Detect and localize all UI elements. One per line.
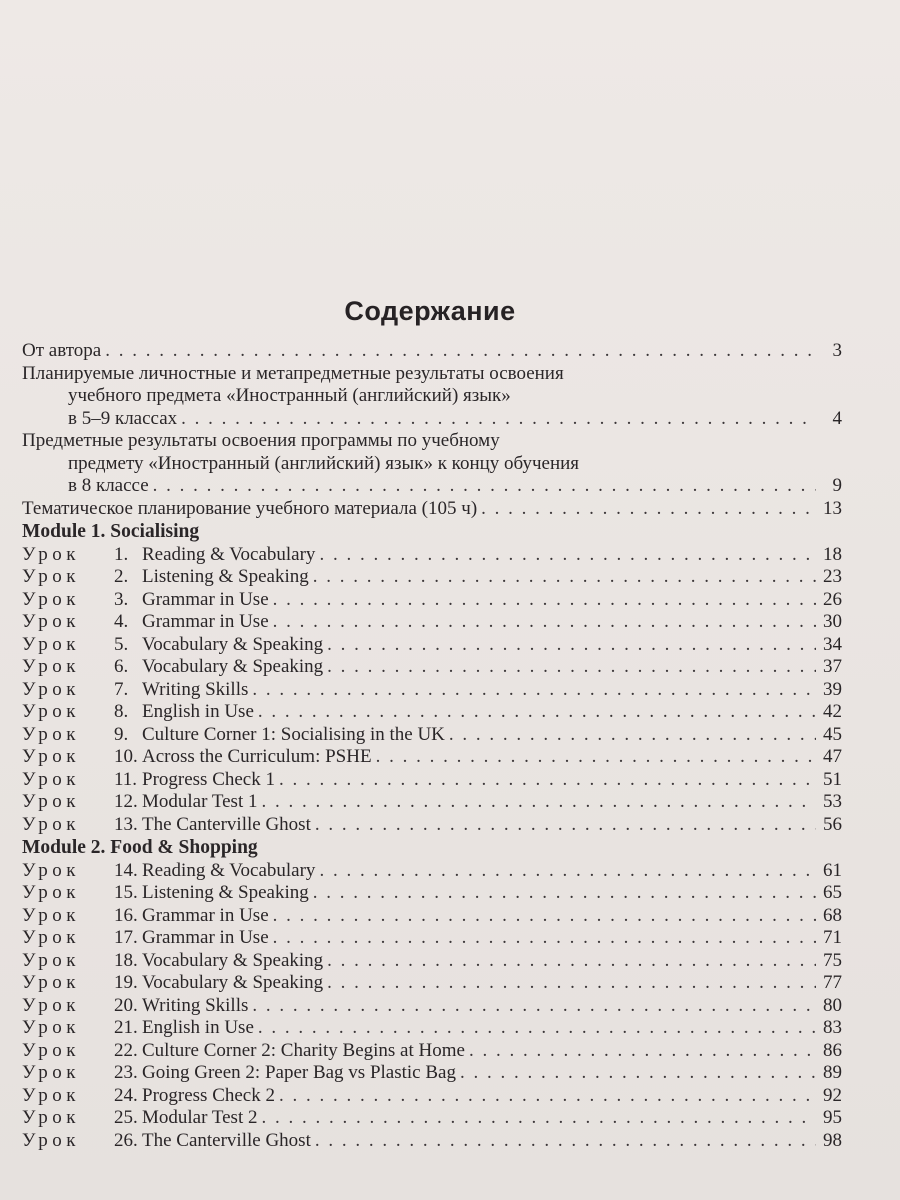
toc-page-number: 92 — [823, 1084, 842, 1106]
toc-entry-label: Предметные результаты освоения программы по учебному — [22, 430, 500, 451]
lesson-number: 22. — [114, 1039, 138, 1061]
lesson-entry[interactable] — [22, 746, 842, 769]
lesson-number: 1. — [114, 543, 129, 565]
lesson-title: English in Use — [142, 1017, 254, 1038]
lesson-label — [22, 972, 323, 995]
lesson-title: Culture Corner 2: Charity Begins at Home — [142, 1039, 465, 1061]
lesson-label — [22, 950, 323, 973]
dot-leader — [319, 860, 816, 883]
lesson-word: Урок — [22, 813, 81, 835]
lesson-entry[interactable] — [22, 814, 842, 837]
toc-page-number: 4 — [832, 407, 842, 429]
toc-entry-label-continued: в 5–9 классах — [68, 407, 178, 429]
lesson-entry[interactable] — [22, 791, 842, 814]
lesson-word: Урок — [22, 543, 81, 565]
toc-page-number: 53 — [823, 791, 842, 812]
lesson-word: Урок — [22, 927, 81, 948]
dot-leader — [315, 1130, 816, 1153]
lesson-number: 19. — [114, 972, 138, 993]
dot-leader — [258, 1017, 816, 1040]
lesson-number: 17. — [114, 927, 138, 948]
lesson-title: Vocabulary & Speaking — [142, 656, 324, 677]
lesson-entry[interactable] — [22, 927, 842, 950]
lesson-number: 18. — [114, 949, 138, 971]
dot-leader — [273, 611, 816, 634]
toc-page-number: 45 — [823, 723, 842, 745]
lesson-word: Урок — [22, 723, 81, 745]
toc-page-number: 95 — [823, 1107, 842, 1128]
lesson-entry[interactable] — [22, 1085, 842, 1108]
dot-leader — [181, 408, 816, 431]
lesson-title: Grammar in Use — [142, 904, 269, 926]
dot-leader — [481, 498, 816, 521]
dot-leader — [313, 566, 816, 589]
lesson-title: Progress Check 2 — [142, 1084, 275, 1106]
lesson-word: Урок — [22, 1129, 81, 1151]
lesson-word: Урок — [22, 656, 81, 677]
lesson-label — [22, 1062, 456, 1085]
lesson-number: 24. — [114, 1084, 138, 1106]
toc-entry-planned-results[interactable] — [22, 363, 842, 431]
dot-leader — [315, 814, 816, 837]
toc-page-number: 42 — [823, 701, 842, 722]
lesson-number: 4. — [114, 611, 129, 632]
lesson-number: 12. — [114, 791, 138, 812]
lesson-title: Modular Test 1 — [142, 791, 258, 812]
toc-page-number: 80 — [823, 994, 842, 1016]
lesson-word: Урок — [22, 1039, 81, 1061]
lesson-entry[interactable] — [22, 972, 842, 995]
lesson-label — [22, 905, 269, 928]
dot-leader — [153, 475, 816, 498]
lesson-word: Урок — [22, 791, 81, 812]
dot-leader — [273, 905, 816, 928]
toc-page-number: 3 — [832, 340, 842, 361]
lesson-entry[interactable] — [22, 1130, 842, 1153]
lesson-word: Урок — [22, 1017, 81, 1038]
dot-leader — [376, 746, 816, 769]
lesson-title: English in Use — [142, 701, 254, 722]
toc-page-number: 89 — [823, 1062, 842, 1083]
lesson-entry[interactable] — [22, 566, 842, 589]
lesson-label — [22, 701, 254, 724]
toc-page-number: 83 — [823, 1017, 842, 1038]
toc-entry-thematic-planning[interactable] — [22, 498, 842, 521]
toc-entry-label: Тематическое планирование учебного материала (105 ч) — [22, 497, 478, 519]
toc-page-number: 9 — [832, 475, 842, 496]
toc-entry-label: От автора — [22, 340, 102, 361]
toc-page-number: 13 — [823, 497, 842, 519]
toc-entry-from-author[interactable] — [22, 340, 842, 363]
lesson-label — [22, 927, 269, 950]
toc-page-number: 86 — [823, 1039, 842, 1061]
toc-page-number: 56 — [823, 813, 842, 835]
lesson-label — [22, 860, 315, 883]
toc-page-number: 71 — [823, 927, 842, 948]
lesson-title: Writing Skills — [142, 994, 249, 1016]
lesson-number: 8. — [114, 701, 129, 722]
lesson-word: Урок — [22, 611, 81, 632]
lesson-number: 2. — [114, 566, 129, 587]
lesson-title: Grammar in Use — [142, 927, 269, 948]
lesson-entry[interactable] — [22, 769, 842, 792]
lesson-label — [22, 1085, 275, 1108]
lesson-number: 11. — [114, 768, 138, 790]
toc-entry-subject-results[interactable] — [22, 430, 842, 498]
lesson-title: Reading & Vocabulary — [142, 543, 316, 565]
dot-leader — [327, 950, 816, 973]
lesson-title: Across the Curriculum: PSHE — [142, 746, 372, 767]
toc-entry-label-continued: предмету «Иностранный (английский) язык» к концу обучения — [68, 452, 580, 474]
lesson-label — [22, 791, 257, 814]
lesson-label — [22, 1017, 254, 1040]
lesson-word: Урок — [22, 949, 81, 971]
dot-leader — [261, 791, 816, 814]
lesson-number: 9. — [114, 723, 129, 745]
lesson-entry[interactable] — [22, 611, 842, 634]
toc-entry-label: Планируемые личностные и метапредметные результаты освоения — [22, 362, 564, 384]
dot-leader — [313, 882, 816, 905]
module-lessons-list — [22, 860, 842, 1153]
lesson-number: 7. — [114, 678, 129, 700]
dot-leader — [469, 1040, 816, 1063]
lesson-word: Урок — [22, 1084, 81, 1106]
lesson-entry[interactable] — [22, 1107, 842, 1130]
dot-leader — [319, 544, 816, 567]
lesson-label — [22, 814, 311, 837]
lesson-number: 5. — [114, 633, 129, 655]
lesson-title: Grammar in Use — [142, 588, 269, 610]
lesson-title: Progress Check 1 — [142, 768, 275, 790]
toc-page-number: 98 — [823, 1129, 842, 1151]
lesson-title: The Canterville Ghost — [142, 1129, 311, 1151]
toc-page-number: 34 — [823, 633, 842, 655]
lesson-word: Урок — [22, 1107, 81, 1128]
lesson-entry[interactable] — [22, 679, 842, 702]
lesson-title: Listening & Speaking — [142, 882, 309, 903]
lesson-entry[interactable] — [22, 634, 842, 657]
dot-leader — [261, 1107, 816, 1130]
module-lessons-list — [22, 544, 842, 837]
lesson-label — [22, 1040, 465, 1063]
lesson-title: Modular Test 2 — [142, 1107, 258, 1128]
lesson-label — [22, 746, 372, 769]
lesson-entry[interactable] — [22, 882, 842, 905]
lesson-word: Урок — [22, 994, 81, 1016]
table-of-contents — [22, 340, 842, 1152]
lesson-entry[interactable] — [22, 589, 842, 612]
lesson-word: Урок — [22, 859, 81, 881]
lesson-entry[interactable] — [22, 724, 842, 747]
lesson-word: Урок — [22, 746, 81, 767]
lesson-number: 16. — [114, 904, 138, 926]
dot-leader — [449, 724, 816, 747]
lesson-entry[interactable] — [22, 701, 842, 724]
toc-page-number: 51 — [823, 768, 842, 790]
lesson-number: 10. — [114, 746, 138, 767]
lesson-title: Going Green 2: Paper Bag vs Plastic Bag — [142, 1062, 456, 1083]
lesson-label — [22, 566, 309, 589]
toc-page-number: 61 — [823, 859, 842, 881]
lesson-entry[interactable] — [22, 544, 842, 567]
lesson-label — [22, 634, 323, 657]
toc-page-number: 68 — [823, 904, 842, 926]
lesson-label — [22, 769, 275, 792]
toc-page-number: 30 — [823, 611, 842, 632]
lesson-word: Урок — [22, 701, 81, 722]
dot-leader — [273, 927, 816, 950]
lesson-number: 20. — [114, 994, 138, 1016]
lesson-title: Grammar in Use — [142, 611, 269, 632]
toc-page-number: 37 — [823, 656, 842, 677]
dot-leader — [279, 1085, 816, 1108]
lesson-title: Culture Corner 1: Socialising in the UK — [142, 723, 445, 745]
page-title: Содержание — [344, 296, 516, 326]
lesson-entry[interactable] — [22, 905, 842, 928]
module-heading[interactable]: Module 2. Food & Shopping — [22, 837, 258, 858]
toc-entry-label-continued: учебного предмета «Иностранный (английский) язык» — [68, 385, 511, 406]
lesson-word: Урок — [22, 768, 81, 790]
lesson-title: Reading & Vocabulary — [142, 859, 316, 881]
lesson-number: 14. — [114, 859, 138, 881]
module-heading[interactable]: Module 1. Socialising — [22, 521, 200, 542]
toc-page-number: 39 — [823, 678, 842, 700]
lesson-entry[interactable] — [22, 860, 842, 883]
lesson-title: Listening & Speaking — [142, 566, 309, 587]
lesson-label — [22, 611, 269, 634]
lesson-number: 21. — [114, 1017, 138, 1038]
lesson-word: Урок — [22, 1062, 81, 1083]
lesson-word: Урок — [22, 678, 81, 700]
toc-entry-label-continued: в 8 классе — [68, 475, 149, 496]
toc-page-number: 75 — [823, 949, 842, 971]
toc-page-number: 47 — [823, 746, 842, 767]
lesson-entry[interactable] — [22, 656, 842, 679]
lesson-number: 15. — [114, 882, 138, 903]
lesson-word: Урок — [22, 566, 81, 587]
lesson-title: Vocabulary & Speaking — [142, 949, 324, 971]
lesson-label — [22, 656, 323, 679]
lesson-word: Урок — [22, 633, 81, 655]
dot-leader — [252, 679, 816, 702]
lesson-entry[interactable] — [22, 1062, 842, 1085]
lesson-label — [22, 589, 269, 612]
lesson-label — [22, 1107, 257, 1130]
dot-leader — [327, 972, 816, 995]
lesson-number: 6. — [114, 656, 129, 677]
toc-page-number: 77 — [823, 972, 842, 993]
toc-page-number: 26 — [823, 588, 842, 610]
lesson-label — [22, 724, 445, 747]
dot-leader — [105, 340, 816, 363]
lesson-label — [22, 679, 248, 702]
lesson-entry[interactable] — [22, 1017, 842, 1040]
dot-leader — [252, 995, 816, 1018]
lesson-number: 26. — [114, 1129, 138, 1151]
dot-leader — [327, 634, 816, 657]
dot-leader — [279, 769, 816, 792]
lesson-number: 23. — [114, 1062, 138, 1083]
lesson-label — [22, 544, 315, 567]
lesson-title: Vocabulary & Speaking — [142, 633, 324, 655]
lesson-title: Writing Skills — [142, 678, 249, 700]
dot-leader — [327, 656, 816, 679]
lesson-label — [22, 882, 309, 905]
lesson-word: Урок — [22, 972, 81, 993]
toc-page-number: 18 — [823, 543, 842, 565]
dot-leader — [460, 1062, 816, 1085]
toc-page-number: 65 — [823, 882, 842, 903]
lesson-number: 3. — [114, 588, 129, 610]
lesson-number: 25. — [114, 1107, 138, 1128]
lesson-number: 13. — [114, 813, 138, 835]
lesson-entry[interactable] — [22, 950, 842, 973]
lesson-word: Урок — [22, 588, 81, 610]
lesson-entry[interactable] — [22, 995, 842, 1018]
lesson-title: Vocabulary & Speaking — [142, 972, 324, 993]
lesson-title: The Canterville Ghost — [142, 813, 311, 835]
dot-leader — [273, 589, 816, 612]
lesson-label — [22, 1130, 311, 1153]
lesson-word: Урок — [22, 882, 81, 903]
lesson-label — [22, 995, 248, 1018]
lesson-word: Урок — [22, 904, 81, 926]
dot-leader — [258, 701, 816, 724]
toc-page-number: 23 — [823, 566, 842, 587]
lesson-entry[interactable] — [22, 1040, 842, 1063]
